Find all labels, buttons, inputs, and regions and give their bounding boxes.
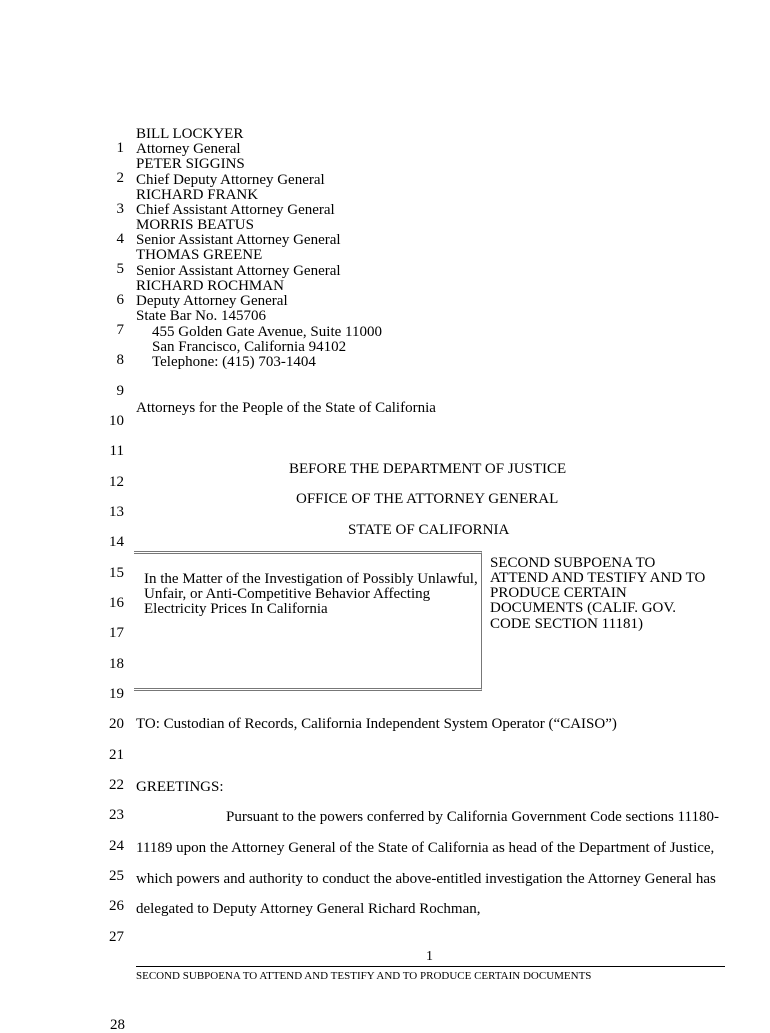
line-number: 10 [109,413,124,429]
counsel-line: Chief Assistant Attorney General [136,202,335,218]
addressee-line: TO: Custodian of Records, California Independent System Operator (“CAISO”) [136,716,617,732]
document-title-line: SECOND SUBPOENA TO [490,555,656,571]
line-number: 4 [116,231,124,247]
line-number: 3 [116,201,124,217]
body-line: delegated to Deputy Attorney General Richard Rochman, [136,901,481,917]
line-number: 22 [109,777,124,793]
line-number: 19 [109,686,124,702]
line-number: 15 [109,565,124,581]
counsel-line: State Bar No. 145706 [136,308,266,324]
counsel-line: RICHARD ROCHMAN [136,278,284,294]
line-number: 8 [116,352,124,368]
counsel-line: MORRIS BEATUS [136,217,254,233]
line-number: 27 [109,929,124,945]
document-title-line: DOCUMENTS (CALIF. GOV. [490,600,677,616]
line-number: 9 [116,383,124,399]
line-number: 11 [109,443,124,459]
line-number: 21 [109,747,124,763]
page-number: 1 [426,949,433,964]
line-number: 2 [116,170,124,186]
counsel-address: 455 Golden Gate Avenue, Suite 11000 [152,324,382,340]
document-title-line: CODE SECTION 11181) [490,616,644,632]
line-number: 14 [109,534,124,550]
counsel-line: Senior Assistant Attorney General [136,263,341,279]
line-number: 16 [109,595,124,611]
matter-line: In the Matter of the Investigation of Possibly Unlawful, [144,571,478,587]
line-number: 7 [116,322,124,338]
line-number: 25 [109,868,124,884]
counsel-line: BILL LOCKYER [136,126,244,142]
counsel-line: RICHARD FRANK [136,187,259,203]
line-number: 12 [109,474,124,490]
attorneys-for-line: Attorneys for the People of the State of California [136,400,436,416]
footer-rule [136,966,725,967]
body-line: Pursuant to the powers conferred by California Government Code sections 11180- [226,809,719,825]
line-number: 20 [109,716,124,732]
line-number: 5 [116,261,124,277]
document-title-line: ATTEND AND TESTIFY AND TO [490,570,706,586]
matter-line: Electricity Prices In California [144,601,328,617]
line-number: 23 [109,807,124,823]
body-line: 11189 upon the Attorney General of the State of California as head of the Department of Justice, [136,840,715,856]
counsel-address: San Francisco, California 94102 [152,339,347,355]
line-number: 24 [109,838,124,854]
document-title-line: PRODUCE CERTAIN [490,585,627,601]
court-heading-line: STATE OF CALIFORNIA [348,522,510,538]
counsel-line: Chief Deputy Attorney General [136,172,325,188]
court-heading-line: OFFICE OF THE ATTORNEY GENERAL [296,491,559,507]
greetings-heading: GREETINGS: [136,779,224,795]
counsel-line: Attorney General [136,141,241,157]
line-number: 17 [109,625,124,641]
line-number: 13 [109,504,124,520]
line-number: 18 [109,656,124,672]
court-heading-line: BEFORE THE DEPARTMENT OF JUSTICE [289,461,567,477]
matter-line: Unfair, or Anti-Competitive Behavior Affecting [144,586,431,602]
counsel-line: Senior Assistant Attorney General [136,232,341,248]
line-number: 28 [110,1017,125,1033]
counsel-line: PETER SIGGINS [136,156,245,172]
counsel-line: Deputy Attorney General [136,293,288,309]
footer-title: SECOND SUBPOENA TO ATTEND AND TESTIFY AND TO PRODUCE CERTAIN DOCUMENTS [136,970,592,982]
body-line: which powers and authority to conduct the above-entitled investigation the Attorney General has [136,871,716,887]
line-number: 26 [109,898,124,914]
line-number: 1 [116,140,124,156]
counsel-telephone: Telephone: (415) 703-1404 [152,354,316,370]
line-number: 6 [116,292,124,308]
counsel-line: THOMAS GREENE [136,247,263,263]
